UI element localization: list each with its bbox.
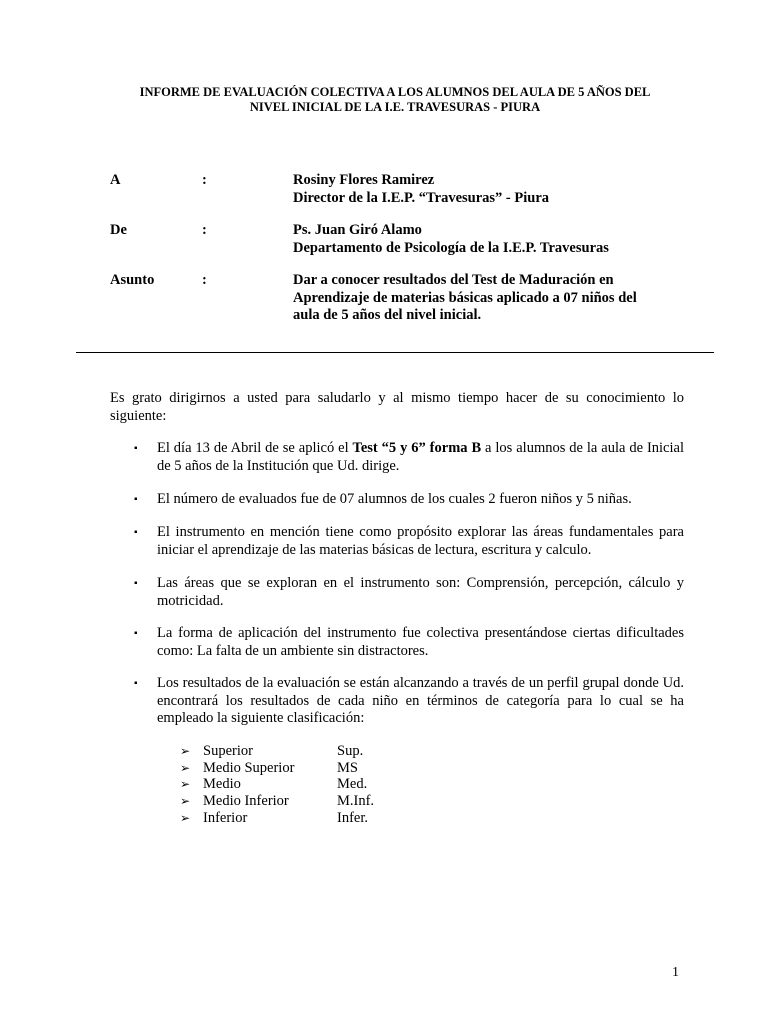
bullet-item-purpose (110, 524, 684, 559)
arrow-bullet-icon: ➢ (180, 777, 191, 791)
bullet-text-pre: El día 13 de Abril de se aplicó el (157, 440, 353, 456)
header-to-value (293, 172, 673, 207)
arrow-bullet-icon: ➢ (180, 761, 191, 775)
bullet-icon: ▪ (134, 628, 138, 639)
classification-abbr: Med. (337, 776, 368, 792)
classification-abbr: M.Inf. (337, 793, 375, 809)
bullet-text: La forma de aplicación del instrumento fue colectiva presentándose ciertas dificultades como: La falta de un ambiente sin distractores. (157, 625, 684, 659)
bullet-icon: ▪ (134, 578, 138, 589)
classification-item (180, 743, 480, 760)
arrow-bullet-icon: ➢ (180, 794, 191, 808)
header-from-value (293, 222, 673, 257)
bullet-item-areas (110, 575, 684, 610)
arrow-bullet-icon: ➢ (180, 811, 191, 825)
header-subject-value (293, 272, 673, 325)
report-title-line-1: INFORME DE EVALUACIÓN COLECTIVA A LOS ALUMNOS DEL AULA DE 5 AÑOS DEL (139, 85, 651, 99)
classification-item (180, 793, 480, 810)
bullet-item-results (110, 675, 684, 728)
classification-abbr: MS (337, 760, 358, 776)
header-subject-colon: : (202, 272, 207, 288)
intro-paragraph: Es grato dirigirnos a usted para saludarlo y al mismo tiempo hacer de su conocimiento lo siguiente: (110, 390, 684, 424)
header-subject-label: Asunto (110, 272, 155, 288)
classification-name: Medio Superior (203, 760, 295, 776)
header-divider (76, 352, 714, 353)
page-number: 1 (672, 965, 679, 980)
bullet-text: El instrumento en mención tiene como propósito explorar las áreas fundamentales para iniciar el aprendizaje de las materias básicas de lectura, escritura y calculo. (157, 524, 684, 558)
classification-item (180, 760, 480, 777)
header-to-colon: : (202, 172, 207, 188)
bullet-item-test-date (110, 440, 684, 475)
bullet-text-post: a los alumnos de la aula de Inicial de 5 años de la Institución que Ud. dirige. (157, 440, 684, 474)
classification-item (180, 776, 480, 793)
classification-name: Superior (203, 743, 253, 759)
classification-item (180, 810, 480, 827)
bullet-icon: ▪ (134, 443, 138, 454)
bullet-text: Las áreas que se exploran en el instrumento son: Comprensión, percepción, cálculo y motricidad. (157, 575, 684, 609)
classification-name: Inferior (203, 810, 248, 826)
header-to-name: Rosiny Flores Ramirez (293, 172, 435, 188)
header-from-colon: : (202, 222, 207, 238)
header-subject-line-1: Dar a conocer resultados del Test de Maduración en (293, 272, 614, 288)
header-subject-line-2: Aprendizaje de materias básicas aplicado a 07 niños del (293, 289, 637, 306)
header-to-label: A (110, 172, 121, 188)
bullet-icon: ▪ (134, 527, 138, 538)
classification-name: Medio (203, 776, 241, 792)
arrow-bullet-icon: ➢ (180, 744, 191, 758)
bullet-item-application (110, 625, 684, 660)
bullet-text: Los resultados de la evaluación se están alcanzando a través de un perfil grupal donde Ud. encontrará los resultados de cada niño en términos de categoría para lo cual se ha empleado la siguiente clasificación: (157, 675, 684, 726)
header-to-position: Director de la I.E.P. “Travesuras” - Piura (293, 189, 550, 206)
classification-abbr: Sup. (337, 743, 364, 759)
report-title-line-2: NIVEL INICIAL DE LA I.E. TRAVESURAS - PIURA (249, 100, 541, 114)
bullet-icon: ▪ (134, 494, 138, 505)
header-from-label: De (110, 222, 127, 238)
report-title (100, 85, 690, 115)
header-from-name: Ps. Juan Giró Alamo (293, 222, 422, 238)
bullet-item-evaluated (110, 491, 684, 509)
classification-name: Medio Inferior (203, 793, 289, 809)
bullet-text: El número de evaluados fue de 07 alumnos de los cuales 2 fueron niños y 5 niñas. (157, 491, 632, 507)
bullet-text (157, 440, 684, 475)
header-subject-line-3: aula de 5 años del nivel inicial. (293, 307, 482, 323)
bullet-text-bold: Test “5 y 6” forma B (352, 440, 482, 456)
header-from-department: Departamento de Psicología de la I.E.P. Travesuras (293, 239, 609, 256)
classification-abbr: Infer. (337, 810, 368, 826)
bullet-icon: ▪ (134, 678, 138, 689)
